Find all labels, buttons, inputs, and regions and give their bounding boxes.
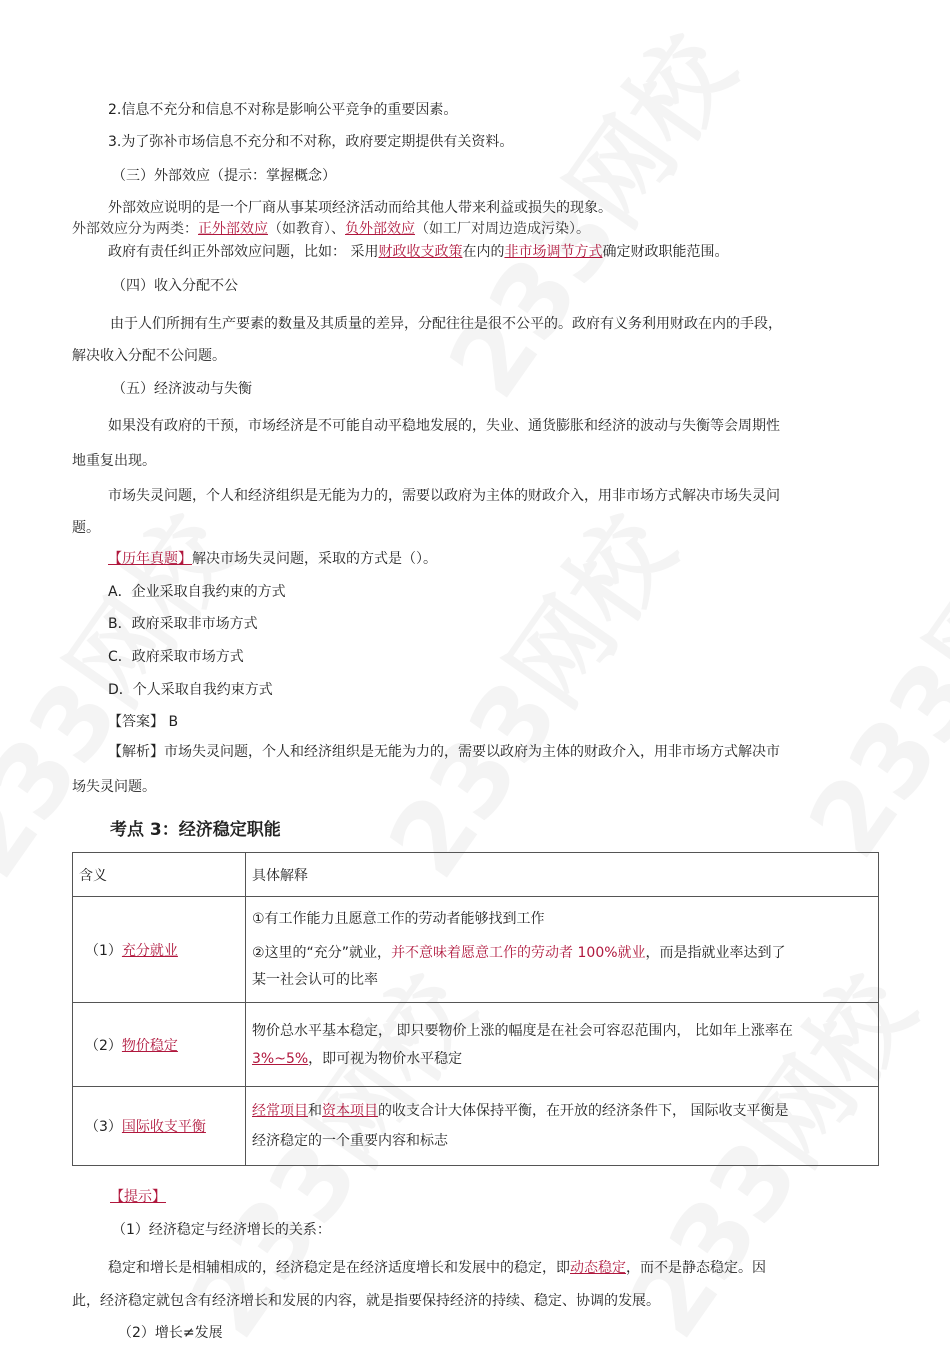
text: 解决市场失灵问题，采取的方式是（）。 — [192, 551, 437, 567]
paragraph: 地重复出现。 — [72, 453, 156, 469]
text: ，而不是静态稳定。因 — [626, 1260, 766, 1276]
capital-account-link[interactable]: 资本项目 — [322, 1103, 378, 1119]
paragraph: 由于人们所拥有生产要素的数量及其质量的差异，分配往往是很不公平的。政府有义务利用财政在内的手段， — [110, 316, 782, 332]
external-types-line — [72, 219, 590, 239]
tip-tag — [110, 1187, 166, 1207]
section-title: 考点 3：经济稳定职能 — [110, 820, 281, 840]
text: ②这里的“充分”就业， — [252, 945, 392, 961]
term-balance-of-payments[interactable]: 国际收支平衡 — [121, 1119, 206, 1135]
tip-item: （1）经济稳定与经济增长的关系： — [112, 1222, 331, 1238]
text: 物价总水平基本稳定， 即只要物价上涨的幅度是在社会可容忍范围内， 比如年上涨率在 — [252, 1022, 793, 1039]
section-heading: （四）收入分配不公 — [112, 278, 238, 294]
term-cell — [73, 897, 246, 1003]
term-cell — [73, 1003, 246, 1087]
inflation-range-link[interactable]: 3%~5% — [252, 1050, 309, 1067]
header-cell: 含义 — [73, 853, 246, 897]
text: 在内的 — [462, 244, 505, 260]
analysis: 场失灵问题。 — [72, 779, 156, 795]
positive-note: （如教育）、 — [268, 221, 345, 237]
text: 的收支合计大体保持平衡，在开放的经济条件下， 国际收支平衡是 — [378, 1103, 789, 1119]
table-row — [73, 1087, 879, 1166]
paragraph: 如果没有政府的干预，市场经济是不可能自动平稳地发展的，失业、通货膨胀和经济的波动与失衡等会周期性 — [108, 418, 780, 434]
non-market-method-link[interactable]: 非市场调节方式 — [504, 244, 603, 260]
positive-externality-link[interactable]: 正外部效应 — [198, 221, 268, 237]
tip-label: 【提示】 — [110, 1189, 166, 1205]
paragraph: 解决收入分配不公问题。 — [72, 348, 226, 364]
term-full-employment[interactable]: 充分就业 — [121, 942, 178, 959]
section-heading: （三）外部效应（提示：掌握概念） — [112, 168, 336, 184]
watermark — [768, 463, 950, 880]
row-number: （1） — [85, 942, 122, 959]
negative-note: （如工厂对周边造成污染）。 — [415, 221, 590, 237]
text — [252, 1101, 872, 1121]
term-cell — [73, 1087, 246, 1166]
text: 政府有责任纠正外部效应问题，比如： 采用 — [108, 244, 379, 260]
text: ，而是指就业率达到了 — [645, 945, 786, 961]
table-row — [73, 897, 879, 1003]
text: 某一社会认可的比率 — [252, 972, 378, 988]
stability-table — [72, 852, 879, 1166]
analysis: 【解析】市场失灵问题，个人和经济组织是无能为力的，需要以政府为主体的财政介入，用非市场方式解决市 — [108, 744, 780, 760]
paragraph — [108, 1258, 766, 1278]
gov-responsibility-line — [108, 242, 728, 262]
explanation-cell — [246, 897, 879, 1003]
option-b: B．政府采取非市场方式 — [108, 616, 258, 632]
tip-item: （2）增长≠发展 — [118, 1325, 223, 1341]
paragraph: 3.为了弥补市场信息不充分和不对称，政府要定期提供有关资料。 — [108, 134, 514, 150]
text: 稳定和增长是相辅相成的，经济稳定是在经济适度增长和发展中的稳定，即 — [108, 1260, 570, 1276]
paragraph: 题。 — [72, 520, 100, 536]
option-a: A．企业采取自我约束的方式 — [108, 584, 286, 600]
table-header-row — [73, 853, 879, 897]
watermark — [348, 483, 700, 900]
negative-externality-link[interactable]: 负外部效应 — [345, 221, 415, 237]
paragraph: 2.信息不充分和信息不对称是影响公平竞争的重要因素。 — [108, 102, 458, 118]
option-c: C．政府采取市场方式 — [108, 649, 244, 665]
text: ，即可视为物价水平稳定 — [308, 1050, 463, 1067]
text — [252, 943, 872, 963]
past-exam-tag: 【历年真题】 — [108, 551, 192, 567]
table-row — [73, 1003, 879, 1087]
current-account-link[interactable]: 经常项目 — [252, 1103, 308, 1119]
row-number: （2） — [85, 1037, 122, 1054]
paragraph: 外部效应说明的是一个厂商从事某项经济活动而给其他人带来利益或损失的现象。 — [108, 200, 612, 216]
header-cell: 具体解释 — [246, 853, 879, 897]
paragraph: 市场失灵问题，个人和经济组织是无能为力的，需要以政府为主体的财政介入，用非市场方式解决市场失灵问 — [108, 488, 780, 504]
section-heading: （五）经济波动与失衡 — [112, 381, 252, 397]
text: ①有工作能力且愿意工作的劳动者能够找到工作 — [252, 911, 545, 927]
paragraph: 此，经济稳定就包含有经济增长和发展的内容，就是指要保持经济的持续、稳定、协调的发展。 — [72, 1293, 660, 1309]
explanation-cell — [246, 1087, 879, 1166]
text: 和 — [308, 1103, 322, 1119]
highlight: 并不意味着愿意工作的劳动者 100%就业 — [391, 945, 646, 961]
question-stem — [108, 549, 437, 569]
text — [252, 1049, 872, 1069]
answer: 【答案】 B — [108, 714, 179, 730]
row-number: （3） — [85, 1119, 122, 1135]
text: 经济稳定的一个重要内容和标志 — [252, 1133, 448, 1149]
text: 确定财政职能范围。 — [602, 244, 729, 260]
fiscal-policy-link[interactable]: 财政收支政策 — [378, 244, 463, 260]
dynamic-stability-link[interactable]: 动态稳定 — [570, 1260, 626, 1276]
external-types-lead: 外部效应分为两类： — [72, 221, 198, 237]
option-d: D．个人采取自我约束方式 — [108, 682, 273, 698]
explanation-cell — [246, 1003, 879, 1087]
term-price-stability[interactable]: 物价稳定 — [121, 1037, 178, 1054]
